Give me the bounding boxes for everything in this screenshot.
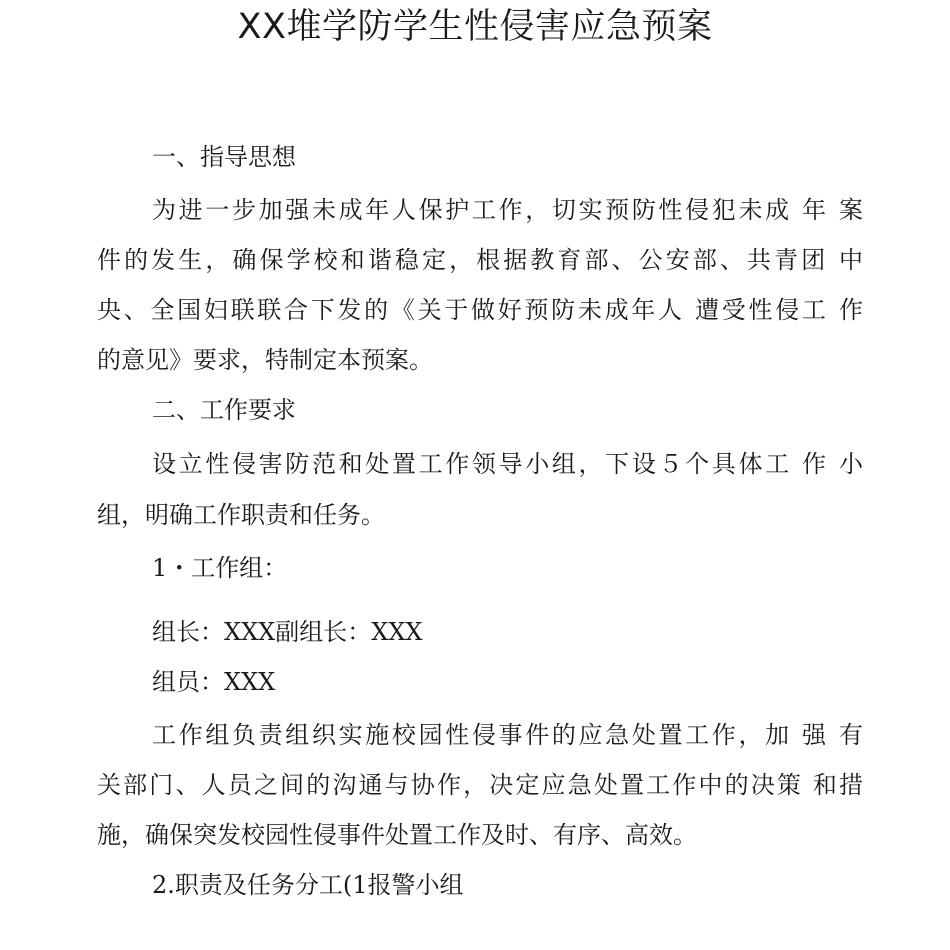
- paragraph-line: 关部门、人员之间的沟通与协作，决定应急处置工作中的决策 和措: [97, 771, 863, 799]
- paragraph-line: 件的发生，确保学校和谐稳定，根据教育部、公安部、共青团 中: [97, 246, 863, 274]
- paragraph-line: 工作组负责组织实施校园性侵事件的应急处置工作，加 强 有: [152, 721, 863, 749]
- paragraph-line: 设立性侵害防范和处置工作领导小组，下设５个具体工 作 小: [152, 450, 863, 478]
- paragraph-line: 组，明确工作职责和任务。: [97, 501, 385, 529]
- document-title: XX堆学防学生性侵害应急预案: [237, 7, 713, 47]
- members-line: 组员：XXX: [152, 668, 276, 696]
- paragraph-line: 为进一步加强未成年人保护工作，切实预防性侵犯未成 年 案: [152, 196, 863, 224]
- paragraph-line: 施，确保突发校园性侵事件处置工作及时、有序、高效。: [97, 821, 697, 849]
- subsection-heading-duties: 2.职责及任务分工(1报警小组: [152, 871, 464, 899]
- section-heading-guiding-ideology: 一、指导思想: [152, 143, 296, 171]
- subsection-heading-work-group: 1・工作组：: [152, 554, 288, 582]
- section-heading-work-requirements: 二、工作要求: [152, 396, 296, 424]
- paragraph-line: 央、全国妇联联合下发的《关于做好预防未成年人 遭受性侵工 作: [97, 296, 863, 324]
- paragraph-line: 的意见》要求，特制定本预案。: [97, 346, 433, 374]
- leader-line: 组长：XXX副组长：XXX: [152, 618, 423, 646]
